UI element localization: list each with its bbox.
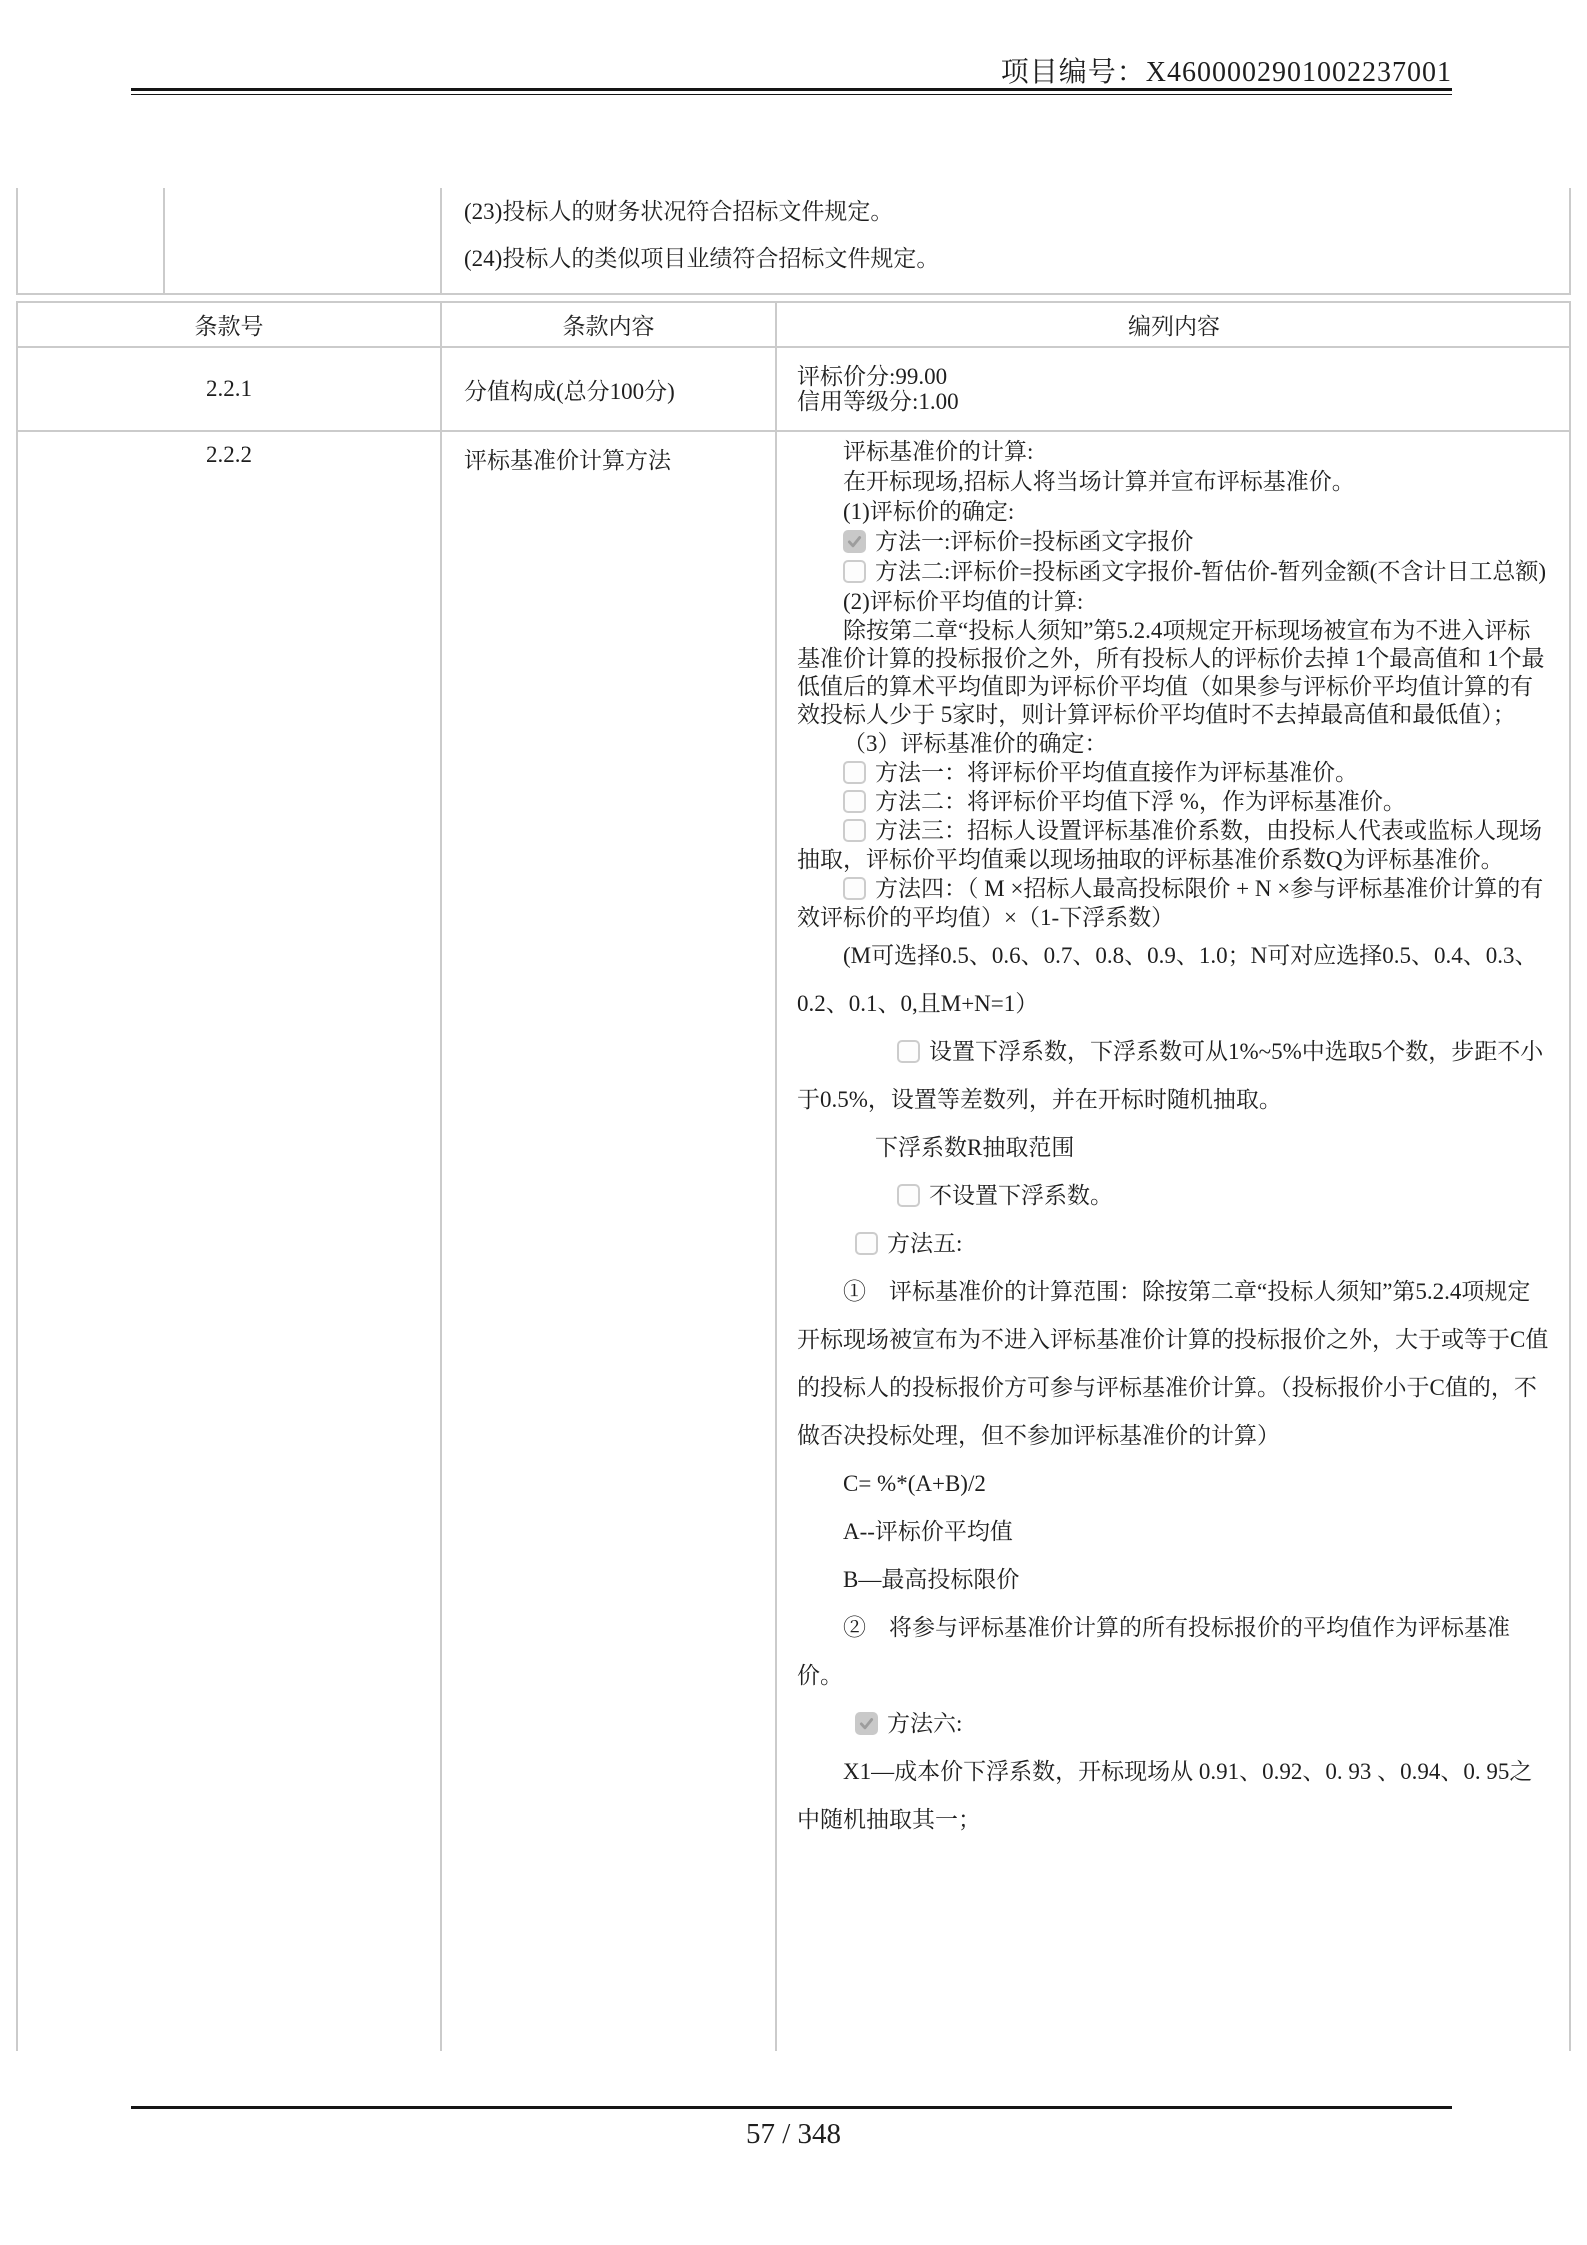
paragraph-text: 在开标现场,招标人将当场计算并宣布评标基准价。: [843, 469, 1355, 494]
content-line: [797, 617, 1553, 729]
clause-number: 2.2.2: [18, 432, 442, 2051]
content-line: [797, 587, 1553, 617]
score-line-credit: 信用等级分:1.00: [797, 389, 959, 414]
criteria-item-24: (24)投标人的类似项目业绩符合招标文件规定。: [464, 246, 940, 271]
paragraph-text: (M可选择0.5、0.6、0.7、0.8、0.9、1.0；N可对应选择0.5、0.4、0.3、0.2、0.1、0,且M+N=1）: [797, 943, 1538, 1016]
clause-content: [777, 432, 1571, 2051]
criteria-item-23: (23)投标人的财务状况符合招标文件规定。: [464, 199, 894, 224]
paragraph-text: (2)评标价平均值的计算:: [843, 589, 1084, 614]
paragraph-text: 方法二:评标价=投标函文字报价-暂估价-暂列金额(不含计日工总额): [875, 559, 1546, 584]
table-row-2-2-2: [18, 432, 1569, 2051]
paragraph-text: 评标基准价的计算:: [843, 439, 1034, 464]
checkbox-unchecked[interactable]: [843, 819, 866, 842]
table-header-row: [18, 303, 1569, 348]
paragraph-text: C= %*(A+B)/2: [843, 1471, 986, 1496]
project-number: 项目编号：X4600002901002237001: [1000, 57, 1452, 88]
content-line: [797, 1556, 1553, 1604]
previous-table-fragment: [16, 188, 1571, 295]
checkbox-unchecked[interactable]: [843, 790, 866, 813]
paragraph-text: （3）评标基准价的确定：: [843, 731, 1108, 756]
page-number: 57 / 348: [745, 2118, 842, 2150]
content-line: [797, 1508, 1553, 1556]
pretable-cell-content: [442, 188, 1573, 294]
method-option-line: [797, 1220, 1553, 1268]
method-option-line: [797, 527, 1553, 557]
checkbox-checked[interactable]: [843, 530, 866, 553]
paragraph-text: 方法二：将评标价平均值下浮 %，作为评标基准价。: [875, 789, 1406, 814]
method-option-line: [797, 1700, 1553, 1748]
clause-title: 评标基准价计算方法: [442, 432, 777, 2051]
paragraph-text: 除按第二章“投标人须知”第5.2.4项规定开标现场被宣布为不进入评标基准价计算的投标报价之外，所有投标人的评标价去掉 1个最高值和 1个最低值后的算术平均值即为评标价平均值（如果参与评标价平均值计算的有效投标人少于 5家时，则计算评标价平均值时不去掉最高值和最低值）；: [797, 618, 1545, 727]
footer-rule: [131, 2106, 1452, 2109]
method-option-line: [797, 874, 1553, 932]
checkbox-unchecked[interactable]: [843, 560, 866, 583]
table-row-2-2-1: [18, 348, 1569, 432]
content-line: [797, 1460, 1553, 1508]
paragraph-text: 方法一:评标价=投标函文字报价: [875, 529, 1194, 554]
clause-number: 2.2.1: [18, 348, 442, 430]
paragraph-text: 方法三：招标人设置评标基准价系数，由投标人代表或监标人现场抽取，评标价平均值乘以现场抽取的评标基准价系数Q为评标基准价。: [797, 818, 1542, 872]
content-line: [797, 497, 1553, 527]
paragraph-text: ① 评标基准价的计算范围：除按第二章“投标人须知”第5.2.4项规定开标现场被宣布为不进入评标基准价计算的投标报价之外，大于或等于C值的投标人的投标报价方可参与评标基准价计算。（投标报价小于C值的，不做否决投标处理，但不参加评标基准价的计算）: [797, 1279, 1549, 1448]
paragraph-text: 设置下浮系数，下浮系数可从1%~5%中选取5个数，步距不小于0.5%，设置等差数列，并在开标时随机抽取。: [797, 1039, 1544, 1112]
method-option-line: [797, 787, 1553, 816]
header-rule: [131, 88, 1452, 95]
method-option-line: [797, 816, 1553, 874]
content-line: [797, 932, 1553, 1028]
paragraph-text: ② 将参与评标基准价计算的所有投标报价的平均值作为评标基准价。: [797, 1615, 1510, 1688]
checkbox-unchecked[interactable]: [843, 877, 866, 900]
paragraph-text: A--评标价平均值: [843, 1519, 1013, 1544]
paragraph-text: 下浮系数R抽取范围: [875, 1135, 1075, 1160]
column-header-compiled-content: 编列内容: [1128, 314, 1220, 339]
content-line: [797, 1268, 1553, 1460]
paragraph-text: 方法四：（ M ×招标人最高投标限价 + N ×参与评标基准价计算的有效评标价的平均值）×（1-下浮系数）: [797, 876, 1544, 930]
method-option-line: [797, 758, 1553, 787]
pretable-cell-empty-1: [18, 188, 165, 294]
method-option-line: [797, 557, 1553, 587]
checkbox-checked[interactable]: [855, 1712, 878, 1735]
paragraph-text: B—最高投标限价: [843, 1567, 1020, 1592]
paragraph-text: (1)评标价的确定:: [843, 499, 1015, 524]
content-line: [797, 1604, 1553, 1700]
clause-table: [16, 301, 1571, 2051]
method-option-line: [797, 1028, 1553, 1124]
clause-title: 分值构成(总分100分): [442, 348, 777, 430]
paragraph-text: 方法一：将评标价平均值直接作为评标基准价。: [875, 760, 1358, 785]
content-line: [797, 729, 1553, 758]
clause-values: [777, 348, 1571, 430]
score-line-price: 评标价分:99.00: [797, 364, 948, 389]
paragraph-text: 方法五:: [887, 1231, 963, 1256]
checkbox-unchecked[interactable]: [897, 1184, 920, 1207]
content-line: [797, 437, 1553, 467]
paragraph-text: 不设置下浮系数。: [929, 1183, 1113, 1208]
content-line: [797, 467, 1553, 497]
pretable-cell-empty-2: [165, 188, 442, 294]
column-header-clause-content: 条款内容: [442, 303, 777, 346]
content-line: [797, 1124, 1553, 1172]
column-header-clause-no: 条款号: [18, 303, 442, 346]
checkbox-unchecked[interactable]: [897, 1040, 920, 1063]
checkbox-unchecked[interactable]: [855, 1232, 878, 1255]
paragraph-text: 方法六:: [887, 1711, 963, 1736]
paragraph-text: X1—成本价下浮系数，开标现场从 0.91、0.92、0. 93 、0.94、0. 95之中随机抽取其一；: [797, 1759, 1533, 1832]
method-option-line: [797, 1172, 1553, 1220]
content-line: [797, 1748, 1553, 1844]
checkbox-unchecked[interactable]: [843, 761, 866, 784]
